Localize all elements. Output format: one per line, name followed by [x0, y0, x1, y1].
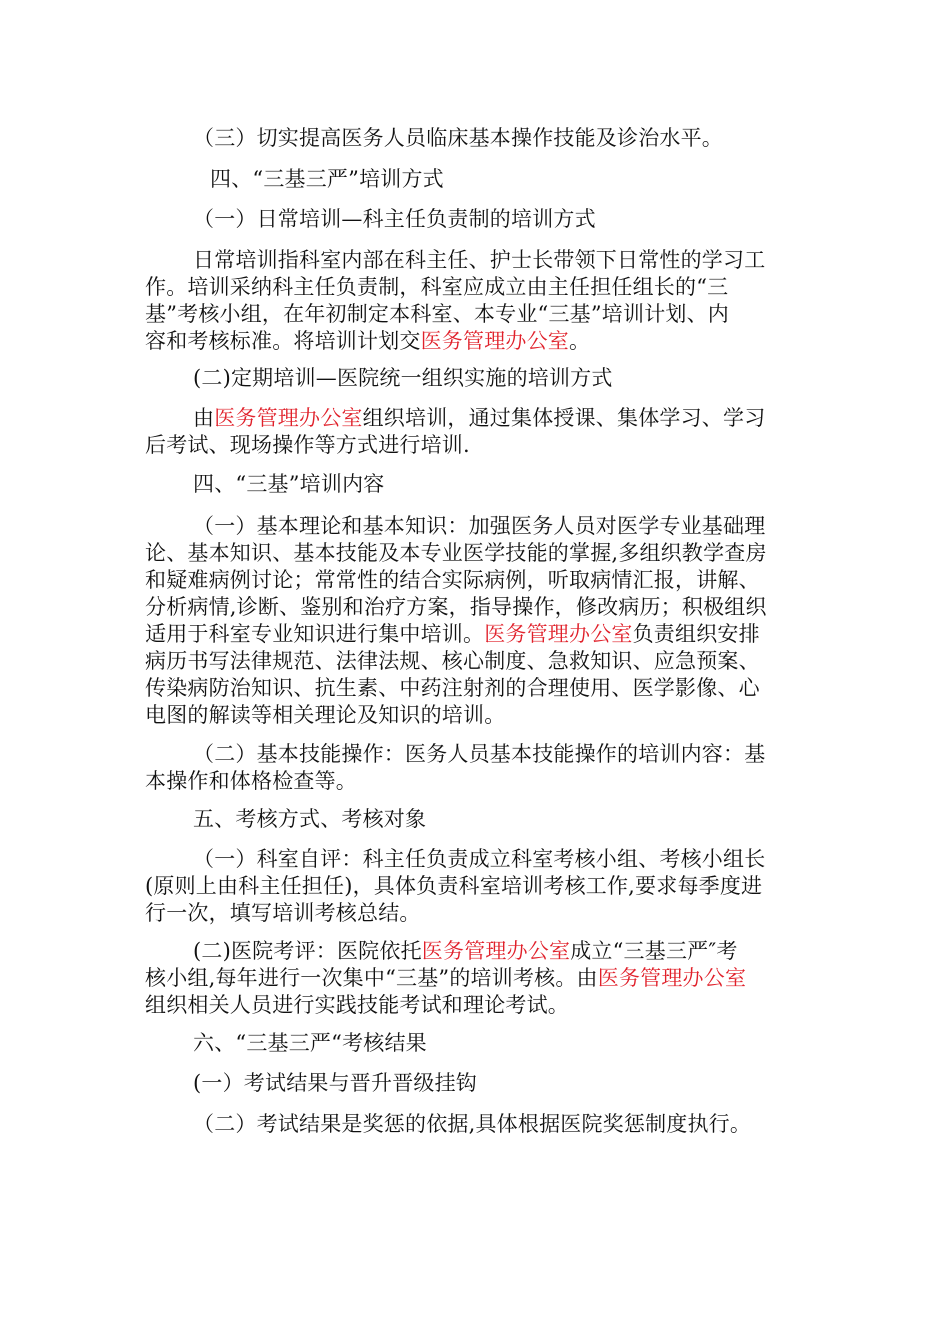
- paragraph-line: 后考试、现场操作等方式进行培训.: [145, 433, 470, 457]
- heading-assessment: 五、考核方式、考核对象: [193, 807, 427, 831]
- paragraph-line: （一）科室自评：科主任负责成立科室考核小组、考核小组长: [193, 847, 766, 871]
- heading-training-content: 四、“三基”培训内容: [193, 472, 385, 496]
- highlighted-office-name: 医务管理办公室: [420, 329, 570, 353]
- highlighted-office-name: 医务管理办公室: [597, 966, 747, 990]
- highlighted-office-name: 医务管理办公室: [421, 939, 571, 963]
- paragraph-line: 组织相关人员进行实践技能考试和理论考试。: [145, 993, 569, 1017]
- paragraph-line: 病历书写法律规范、法律法规、核心制度、急救知识、应急预案、: [145, 649, 760, 673]
- text-segment: 适用于科室专业知识进行集中培训。: [145, 622, 485, 646]
- paragraph-line: （二）基本技能操作：医务人员基本技能操作的培训内容：基: [193, 742, 766, 766]
- paragraph-line: 行一次，填写培训考核总结。: [145, 901, 421, 925]
- paragraph-line: 分析病情,诊断、鉴别和治疗方案，指导操作，修改病历；积极组织: [145, 595, 767, 619]
- paragraph-line: 和疑难病例讨论；常常性的结合实际病例，听取病情汇报，讲解、: [145, 568, 760, 592]
- highlighted-office-name: 医务管理办公室: [484, 622, 633, 646]
- item-exam-rewards: （二）考试结果是奖惩的依据,具体根据医院奖惩制度执行。: [193, 1112, 752, 1136]
- paragraph-line: (原则上由科主任担任)，具体负责科室培训考核工作,要求每季度进: [145, 874, 763, 898]
- heading-training-methods: 四、“三基三严”培训方式: [210, 167, 444, 191]
- text-segment: 容和考核标准。将培训计划交: [145, 329, 421, 353]
- paragraph-line: 日常培训指科室内部在科主任、护士长带领下日常性的学习工: [193, 248, 766, 272]
- paragraph-line: 作。培训采纳科主任负责制，科室应成立由主任担任组长的“三: [145, 275, 729, 299]
- text-segment: 组织培训，通过集体授课、集体学习、学习: [362, 406, 766, 430]
- subheading-daily-training: （一）日常培训—科主任负责制的培训方式: [193, 207, 596, 231]
- paragraph-line: 本操作和体格检查等。: [145, 769, 357, 793]
- paragraph-line: 电图的解读等相关理论及知识的培训。: [145, 703, 506, 727]
- text-segment: 成立“三基三严″考: [570, 939, 738, 963]
- paragraph-line: （一）基本理论和基本知识：加强医务人员对医学专业基础理: [193, 514, 766, 538]
- item-improve-skills: （三）切实提高医务人员临床基本操作技能及诊治水平。: [193, 126, 723, 150]
- paragraph-line: [145, 621, 810, 648]
- paragraph-line: [193, 938, 858, 965]
- paragraph-line: 传染病防治知识、抗生素、中药注射剂的合理使用、医学影像、心: [145, 676, 760, 700]
- text-segment: 由: [193, 406, 215, 430]
- text-segment: 负责组织安排: [632, 622, 760, 646]
- paragraph-line: 论、基本知识、基本技能及本专业医学技能的掌握,多组织教学查房: [145, 541, 767, 565]
- highlighted-office-name: 医务管理办公室: [214, 406, 363, 430]
- text-segment: (二)医院考评：医院依托: [193, 939, 422, 963]
- paragraph-line: [193, 405, 858, 432]
- subheading-periodic-training: (二)定期培训—医院统一组织实施的培训方式: [193, 366, 613, 390]
- text-segment: 核小组,每年进行一次集中“三基”的培训考核。由: [145, 966, 598, 990]
- paragraph-line: [145, 965, 810, 992]
- heading-assessment-results: 六、“三基三严“考核结果: [193, 1031, 427, 1055]
- paragraph-line: 基”考核小组，在年初制定本科室、本专业“三基”培训计划、内: [145, 302, 730, 326]
- text-segment: 。: [569, 329, 591, 353]
- item-exam-promotion: (一）考试结果与晋升晋级挂钩: [193, 1071, 477, 1095]
- paragraph-line: [145, 328, 810, 355]
